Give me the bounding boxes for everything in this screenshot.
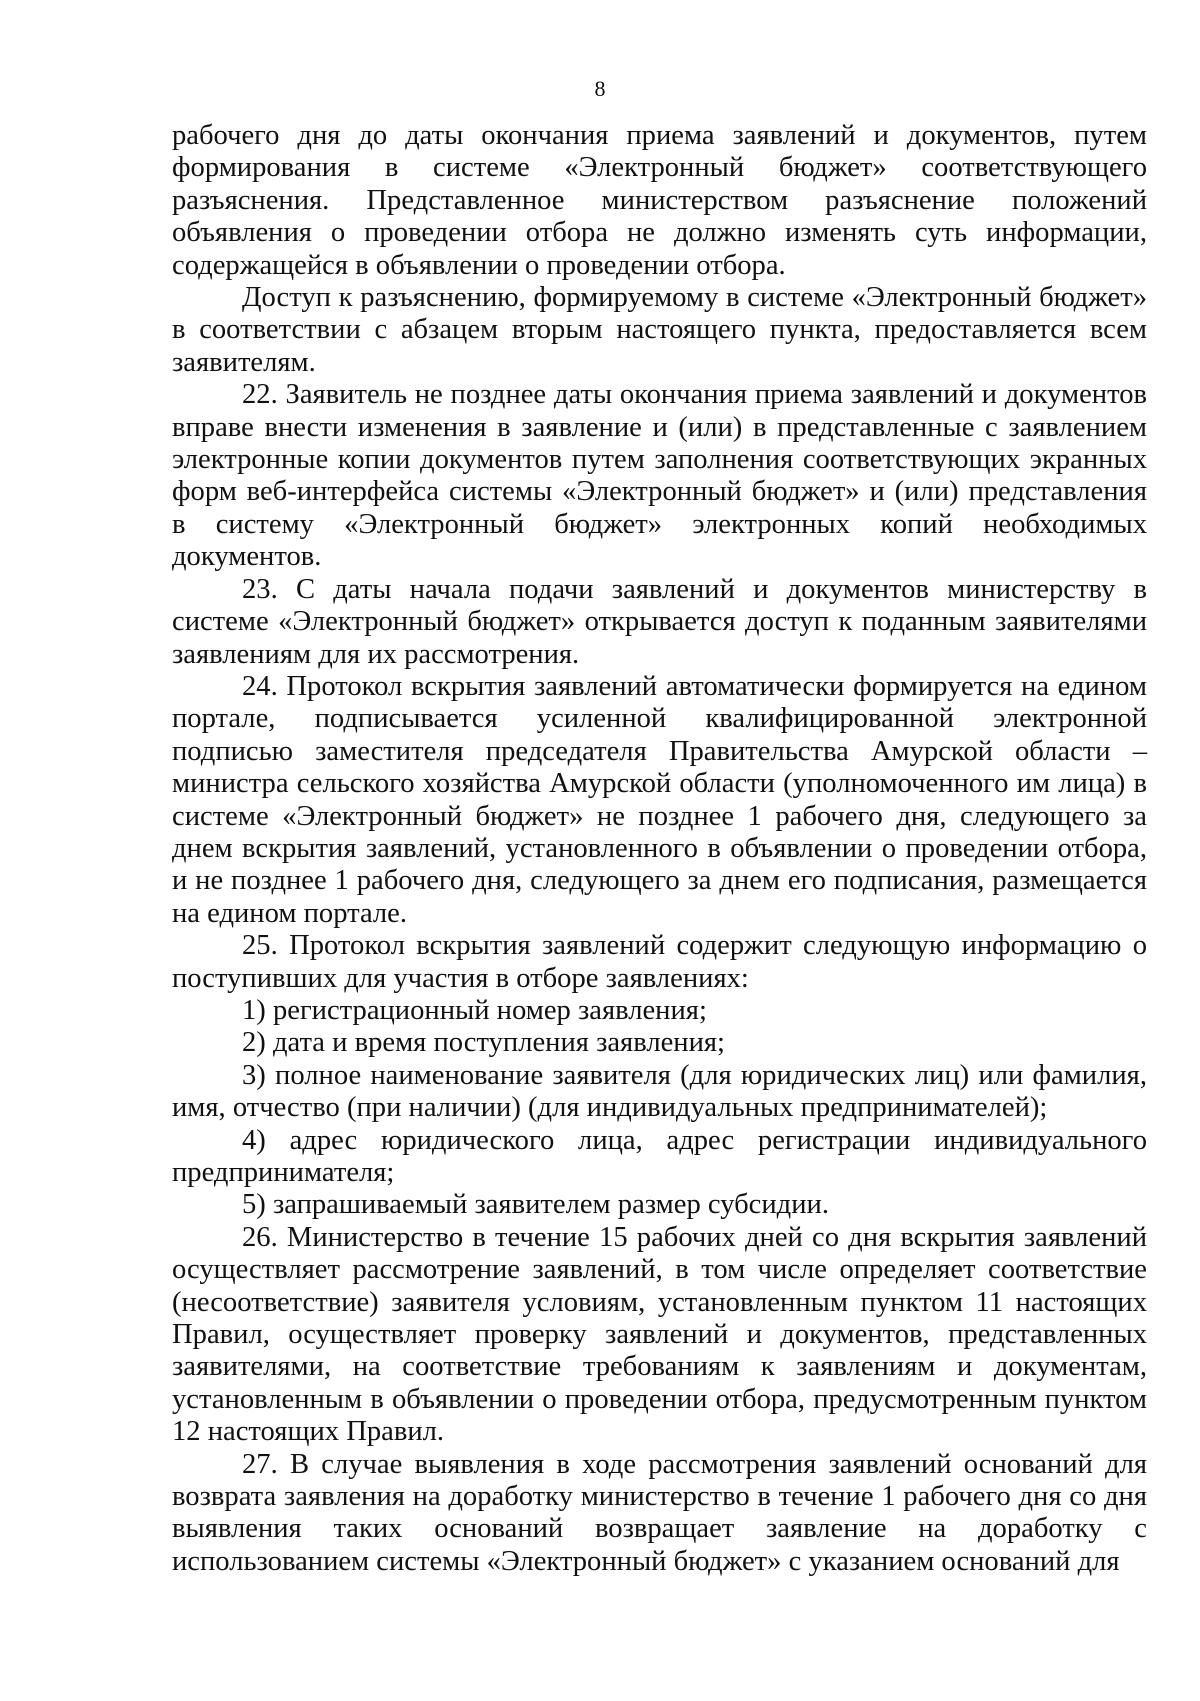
document-body — [172, 120, 1147, 1578]
list-item-2: 2) дата и время поступления заявления; — [242, 1027, 725, 1059]
paragraph-22: 22. Заявитель не позднее даты окончания приема заявлений и документов вправе внести изменения в заявление и (или) в представленные с заявлением электронные копии документов путем заполнения соответствующих экранных форм веб-интерфейса системы «Электронный бюджет» и (или) представления в систему «Электронный бюджет» электронных копий необходимых документов. — [172, 379, 1147, 573]
paragraph-25: 25. Протокол вскрытия заявлений содержит следующую информацию о поступивших для участия в отборе заявлениях: — [172, 930, 1147, 994]
list-item-1: 1) регистрационный номер заявления; — [242, 994, 707, 1026]
page-number: 8 — [594, 76, 606, 101]
paragraph-24: 24. Протокол вскрытия заявлений автоматически формируется на едином портале, подписывается усиленной квалифицированной электронной подписью заместителя председателя Правительства Амурской области – министра сельского хозяйства Амурской области (уполномоченного им лица) в системе «Электронный бюджет» не позднее 1 рабочего дня, следующего за днем вскрытия заявлений, установленного в объявлении о проведении отбора, и не позднее 1 рабочего дня, следующего за днем его подписания, размещается на едином портале. — [172, 670, 1147, 929]
paragraph-continuation: рабочего дня до даты окончания приема заявлений и документов, путем формирования в системе «Электронный бюджет» соответствующего разъяснения. Представленное министерством разъяснение положений объявления о проведении отбора не должно изменять суть информации, содержащейся в объявлении о проведении отбора. — [172, 120, 1147, 281]
paragraph-26: 26. Министерство в течение 15 рабочих дней со дня вскрытия заявлений осуществляет рассмотрение заявлений, в том числе определяет соответствие (несоответствие) заявителя условиям, установленным пунктом 11 настоящих Правил, осуществляет проверку заявлений и документов, представленных заявителями, на соответствие требованиям к заявлениям и документам, установленным в объявлении о проведении отбора, предусмотренным пунктом 12 настоящих Правил. — [172, 1221, 1147, 1448]
paragraph-clarification-access: Доступ к разъяснению, формируемому в системе «Электронный бюджет» в соответствии с абзацем вторым настоящего пункта, предоставляется всем заявителям. — [172, 282, 1147, 378]
list-item-4: 4) адрес юридического лица, адрес регистрации индивидуального предпринимателя; — [172, 1124, 1147, 1188]
list-item-3: 3) полное наименование заявителя (для юридических лиц) или фамилия, имя, отчество (при наличии) (для индивидуальных предпринимателей); — [172, 1059, 1147, 1124]
paragraph-23: 23. С даты начала подачи заявлений и документов министерству в системе «Электронный бюджет» открывается доступ к поданным заявителями заявлениям для их рассмотрения. — [172, 573, 1147, 670]
list-item-5: 5) запрашиваемый заявителем размер субсидии. — [242, 1189, 829, 1221]
paragraph-27: 27. В случае выявления в ходе рассмотрения заявлений оснований для возврата заявления на доработку министерство в течение 1 рабочего дня со дня выявления таких оснований возвращает заявление на доработку с использованием системы «Электронный бюджет» с указанием оснований для — [172, 1448, 1147, 1577]
